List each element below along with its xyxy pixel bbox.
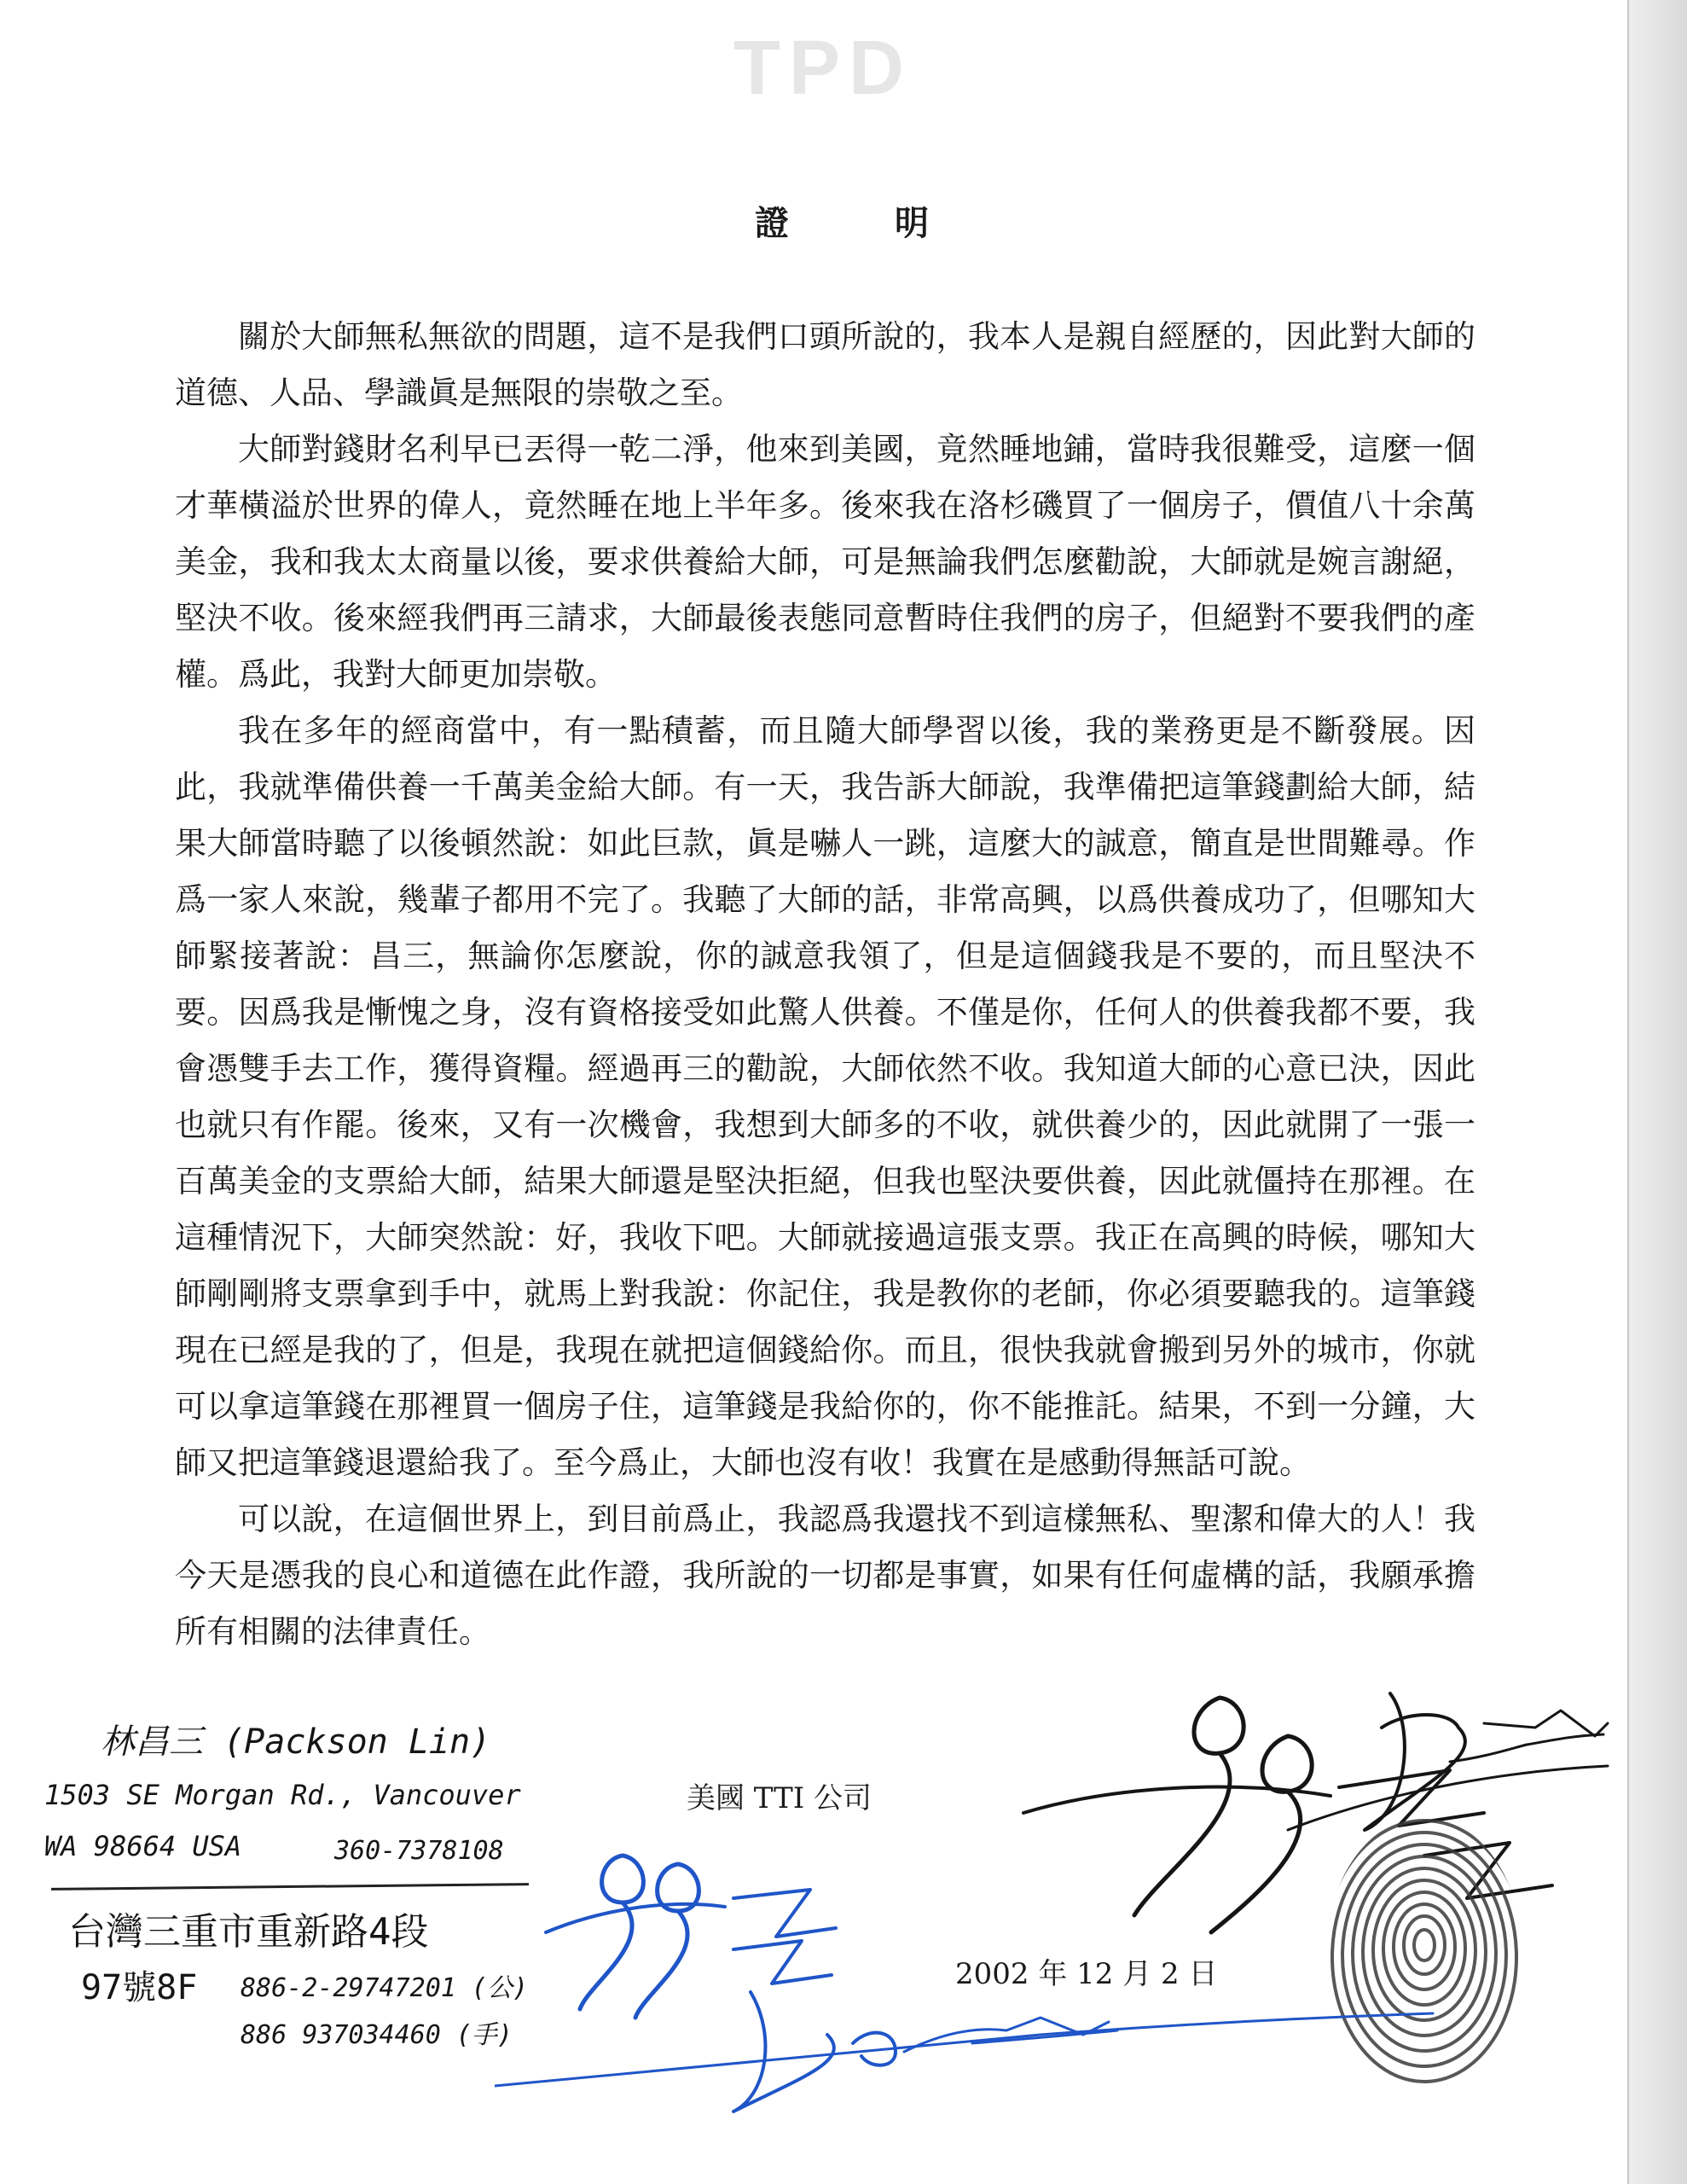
paragraph: 可以說，在這個世界上，到目前爲止，我認爲我還找不到這樣無私、聖潔和偉大的人！我今天是憑我的良心和道德在此作證，我所說的一切都是事實，如果有任何虛構的話，我願承擔所有相關的法律責任。 xyxy=(175,1501,1475,1650)
document-date: 2002 年 12 月 2 日 xyxy=(955,1957,1218,1991)
handwritten-tw-phone-office: 886-2-29747201 (公) xyxy=(241,1973,529,2003)
company-name: 美國 TTI 公司 xyxy=(687,1781,872,1815)
paragraph: 我在多年的經商當中，有一點積蓄，而且隨大師學習以後，我的業務更是不斷發展。因此，我就準備供養一千萬美金給大師。有一天，我告訴大師說，我準備把這筆錢劃給大師，結果大師當時聽了以後頓然說：如此巨款，眞是嚇人一跳，這麼大的誠意，簡直是世間難尋。作爲一家人來說，幾輩子都用不完了。我聽了大師的話，非常高興，以爲供養成功了，但哪知大師緊接著說：昌三，無論你怎麼說，你的誠意我領了，但是這個錢我是不要的，而且堅決不要。因爲我是慚愧之身，沒有資格接受如此驚人供養。不僅是你，任何人的供養我都不要，我會憑雙手去工作，獲得資糧。經過再三的勸說，大師依然不收。我知道大師的心意已決，因此也就只有作罷。後來，又有一次機會，我想到大師多的不收，就供養少的，因此就開了一張一百萬美金的支票給大師，結果大師還是堅決拒絕，但我也堅決要供養，因此就僵持在那裡。在這種情況下，大師突然說：好，我收下吧。大師就接過這張支票。我正在高興的時候，哪知大師剛剛將支票拿到手中，就馬上對我說：你記住，我是教你的老師，你必須要聽我的。這筆錢現在已經是我的了，但是，我現在就把這個錢給你。而且，很快我就會搬到另外的城市，你就可以拿這筆錢在那裡買一個房子住，這筆錢是我給你的，你不能推託。結果，不到一分鐘，大師又把這筆錢退還給我了。至今爲止，大師也沒有收！我實在是感動得無話可說。 xyxy=(175,712,1475,1481)
handwritten-tw-phone-mobile: 886 937034460 (手) xyxy=(241,2020,513,2050)
handwritten-us-phone: 360-7378108 xyxy=(334,1836,504,1866)
blue-signature xyxy=(495,1838,1450,2180)
title-char: 證 xyxy=(755,203,792,243)
handwritten-tw-address-line1: 台灣三重市重新路4段 xyxy=(68,1910,429,1954)
handwritten-us-address-line2: WA 98664 USA xyxy=(44,1830,242,1862)
paragraph: 關於大師無私無欲的問題，這不是我們口頭所說的，我本人是親自經歷的，因此對大師的道德、人品、學識眞是無限的崇敬之至。 xyxy=(175,318,1475,411)
handwritten-us-address-line1: 1503 SE Morgan Rd., Vancouver xyxy=(44,1779,521,1811)
document-title xyxy=(0,196,1687,245)
handwritten-divider xyxy=(51,1883,529,1891)
handwritten-name: 林昌三 (Packson Lin) xyxy=(101,1722,491,1762)
paragraph: 大師對錢財名利早已丟得一乾二淨，他來到美國，竟然睡地鋪，當時我很難受，這麼一個才華橫溢於世界的偉人，竟然睡在地上半年多。後來我在洛杉磯買了一個房子，價值八十余萬美金，我和我太太商量以後，要求供養給大師，可是無論我們怎麼勸說，大師就是婉言謝絕，堅決不收。後來經我們再三請求，大師最後表態同意暫時住我們的房子，但絕對不要我們的產權。爲此，我對大師更加崇敬。 xyxy=(175,431,1475,693)
handwritten-tw-address-line2: 97號8F xyxy=(81,1968,198,2007)
embossed-watermark: TPD xyxy=(733,26,913,111)
page-edge xyxy=(1627,0,1687,2184)
document-body xyxy=(175,309,1475,1660)
title-char: 明 xyxy=(895,203,932,243)
